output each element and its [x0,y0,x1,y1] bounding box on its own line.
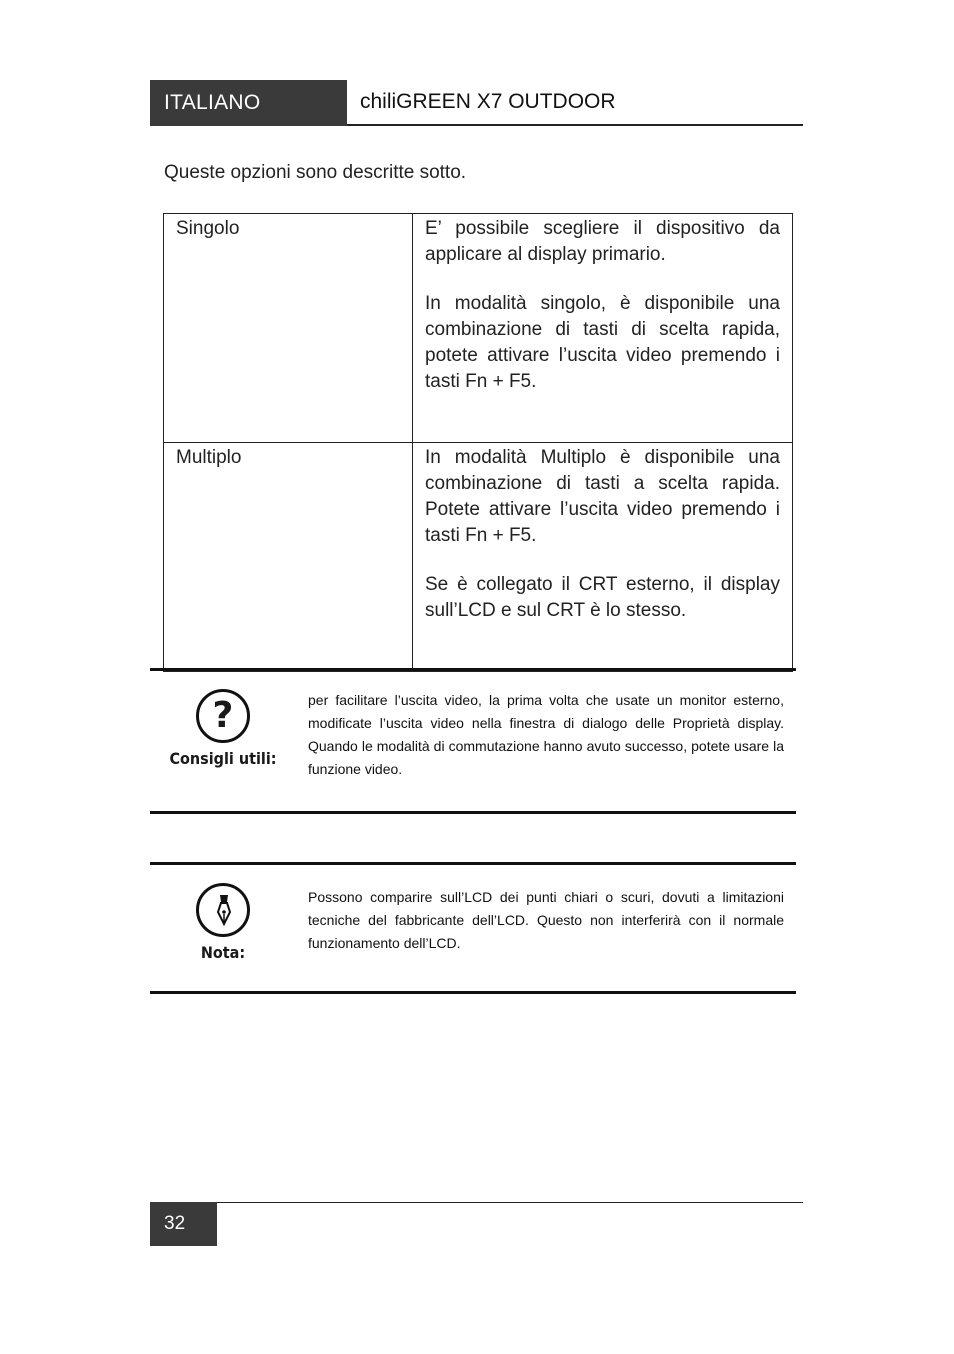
note-callout [150,862,796,994]
tips-label: Consigli utili: [169,749,277,768]
question-mark-icon: ? [196,689,250,743]
header-divider [347,124,803,126]
intro-text: Queste opzioni sono descritte sotto. [164,162,467,183]
table-row [164,214,793,443]
options-table [163,213,793,672]
page-number: 32 [150,1202,217,1246]
option-description: E’ possibile scegliere il dispositivo da applicare al display primario. [425,218,780,265]
tips-text: per facilitare l’uscita video, la prima volta che usate un monitor esterno, modificate l’uscita video nella finestra di dialogo delle Proprietà display. Quando le modalità di commutazione hanno avuto successo, potete usare la funzione video. [308,692,784,777]
note-text: Possono comparire sull’LCD dei punti chiari o scuri, dovuti a limitazioni tecniche del fabbricante dell’LCD. Questo non interferirà con il normale funzionamento dell’LCD. [308,889,784,951]
option-description: In modalità singolo, è disponibile una combinazione di tasti di scelta rapida, potete attivare l’uscita video premendo i tasti Fn + F5. [425,293,780,392]
table-row [164,443,793,672]
pen-nib-icon [196,883,250,937]
option-description: Se è collegato il CRT esterno, il display sull’LCD e sul CRT è lo stesso. [425,574,780,621]
footer-divider [217,1202,803,1203]
option-name: Singolo [176,218,240,239]
option-name: Multiplo [176,447,242,468]
language-tab: ITALIANO [150,80,347,126]
note-label: Nota: [200,943,246,962]
tips-callout [150,668,796,814]
product-title: chiliGREEN X7 OUTDOOR [360,90,616,113]
option-description: In modalità Multiplo è disponibile una combinazione di tasti a scelta rapida. Potete attivare l’uscita video premendo i tasti Fn + F5. [425,447,780,546]
